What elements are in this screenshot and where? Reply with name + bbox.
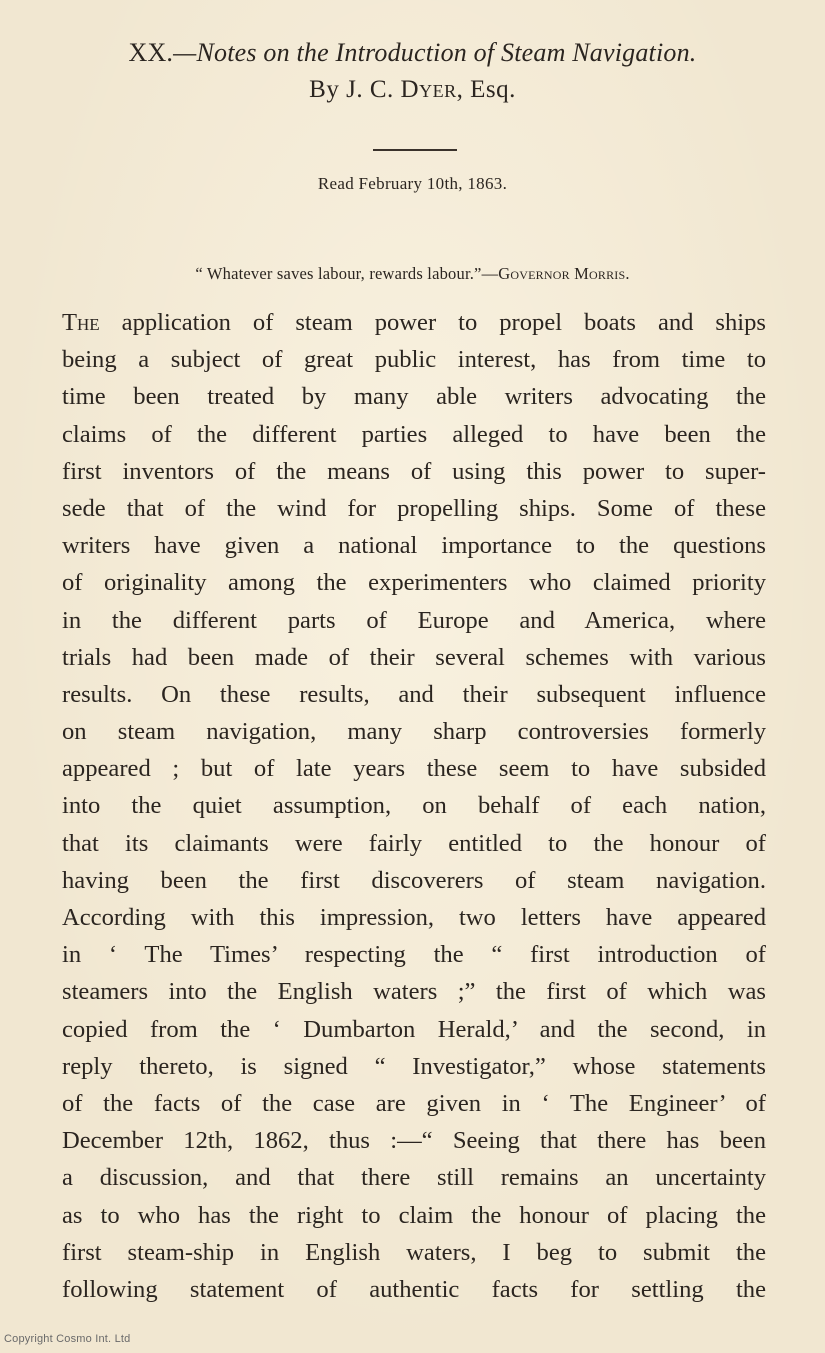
body-line: time been treated by many able writers advocating the: [62, 383, 766, 411]
body-line: appeared ; but of late years these seem to have subsided: [62, 755, 766, 783]
divider-rule: [373, 149, 457, 151]
first-line-text: application of steam power to propel boats and ships: [99, 309, 766, 336]
body-line: having been the first discoverers of steam navigation.: [62, 866, 766, 894]
body-line: sede that of the wind for propelling ships. Some of these: [62, 494, 766, 522]
body-line: that its claimants were fairly entitled to the honour of: [62, 829, 766, 857]
article-number: XX.: [128, 38, 174, 67]
title-dash: —: [173, 38, 197, 67]
read-date: Read February 10th, 1863.: [317, 174, 508, 193]
author-name: Dyer: [400, 76, 457, 103]
body-line: a discussion, and that there still remains an uncertainty: [62, 1164, 766, 1192]
body-line: first steam-ship in English waters, I beg to submit the: [62, 1238, 766, 1266]
body-line: on steam navigation, many sharp controversies formerly: [62, 718, 766, 746]
body-line: According with this impression, two letters have appeared: [62, 904, 766, 931]
body-line: copied from the ‘ Dumbarton Herald,’ and the second, in: [62, 1015, 766, 1043]
body-line: as to who has the right to claim the honour of placing the: [62, 1201, 766, 1229]
body-line: reply thereto, is signed “ Investigator,” whose statements: [62, 1052, 766, 1080]
body-text: [62, 304, 766, 1308]
byline-prefix: By J. C.: [309, 76, 401, 103]
body-line: following statement of authentic facts for settling the: [62, 1275, 766, 1303]
body-line: into the quiet assumption, on behalf of each nation,: [62, 792, 766, 820]
title-text: Notes on the Introduction of Steam Navigation.: [196, 38, 697, 67]
body-line: of the facts of the case are given in ‘ The Engineer’ of: [62, 1089, 766, 1117]
body-line: trials had been made of their several schemes with various: [62, 643, 766, 671]
epigraph: [0, 264, 825, 284]
body-line: December 12th, 1862, thus :—“ Seeing that there has been: [62, 1127, 766, 1155]
epigraph-attribution: Governor Morris.: [498, 264, 630, 283]
body-line: in the different parts of Europe and America, where: [62, 606, 766, 634]
byline: [0, 76, 825, 104]
copyright-footer: Copyright Cosmo Int. Ltd: [4, 1333, 131, 1345]
body-lines: [62, 341, 766, 1308]
byline-suffix: , Esq.: [456, 76, 516, 103]
article-title: [0, 38, 825, 68]
body-line: steamers into the English waters ;” the first of which was: [62, 978, 766, 1006]
epigraph-quote: “ Whatever saves labour, rewards labour.”—: [195, 264, 499, 283]
body-line: writers have given a national importance to the questions: [62, 532, 766, 560]
body-line: claims of the different parties alleged to have been the: [62, 420, 766, 448]
body-line: first inventors of the means of using this power to super-: [62, 457, 766, 485]
body-line: of originality among the experimenters who claimed priority: [62, 569, 766, 597]
body-line: in ‘ The Times’ respecting the “ first introduction of: [62, 941, 766, 969]
body-line: being a subject of great public interest, has from time to: [62, 346, 766, 374]
opening-word: The: [62, 309, 100, 336]
body-line: results. On these results, and their subsequent influence: [62, 680, 766, 708]
body-line: [62, 304, 766, 341]
